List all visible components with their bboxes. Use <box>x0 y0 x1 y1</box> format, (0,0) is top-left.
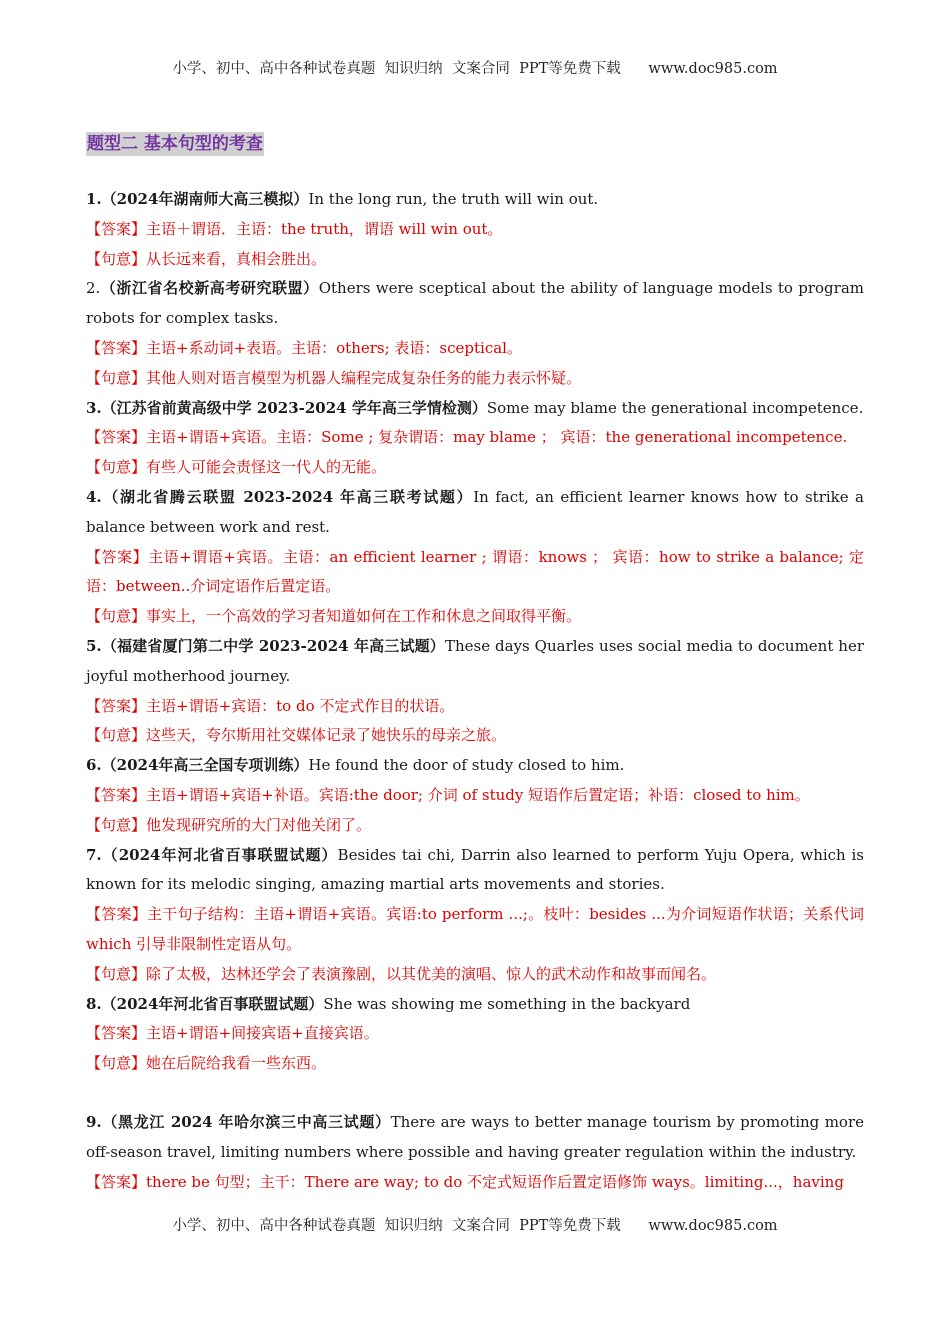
section-title: 题型二 基本句型的考查 <box>87 134 263 154</box>
question-5 <box>86 632 864 692</box>
answer-6: 【答案】主语+谓语+宾语+补语。宾语:the door; 介词 of study 短语作后置定语；补语：closed to him。 <box>86 785 810 804</box>
question-4 <box>86 483 864 543</box>
question-source: （福建省厦门第二中学 2023-2024 年高三试题） <box>101 636 445 655</box>
question-2 <box>86 274 864 334</box>
meaning-6: 【句意】他发现研究所的大门对他关闭了。 <box>86 815 372 834</box>
answer-8: 【答案】主语+谓语+间接宾语+直接宾语。 <box>86 1024 379 1043</box>
question-sentence: There are ways to better manage tourism by promoting more off-season travel, limiting numbers where possible and having greater regulation within the industry. <box>86 1112 864 1161</box>
question-sentence: In fact, an efficient learner knows how to strike a balance between work and rest. <box>86 487 864 536</box>
question-number: 9. <box>86 1112 102 1131</box>
answer-1: 【答案】主语＋谓语．主语：the truth，谓语 will win out。 <box>86 219 503 238</box>
question-source: （黑龙江 2024 年哈尔滨三中高三试题） <box>101 1112 391 1131</box>
question-9 <box>86 1108 864 1168</box>
question-sentence: Some may blame the generational incompetence. <box>486 398 864 417</box>
question-source: （2024年湖南师大高三模拟） <box>101 190 309 208</box>
question-source: （湖北省腾云联盟 2023-2024 年高三联考试题） <box>101 487 474 506</box>
question-sentence: She was showing me something in the backyard <box>323 994 691 1013</box>
page-footer: 小学、初中、高中各种试卷真题 知识归纳 文案合同 PPT等免费下载 www.doc985.com <box>172 1218 778 1234</box>
question-source: （2024年高三全国专项训练） <box>101 756 309 775</box>
page-header: 小学、初中、高中各种试卷真题 知识归纳 文案合同 PPT等免费下载 www.doc985.com <box>172 61 778 77</box>
question-list <box>86 185 864 1197</box>
meaning-4: 【句意】事实上，一个高效的学习者知道如何在工作和休息之间取得平衡。 <box>86 607 582 626</box>
question-3 <box>86 394 864 424</box>
question-number: 8. <box>86 994 102 1013</box>
question-8 <box>86 990 864 1020</box>
answer-3: 【答案】主语+谓语+宾语。主语：Some ; 复杂谓语：may blame ； 宾语：the generational incompetence. <box>86 428 848 447</box>
meaning-3: 【句意】有些人可能会责怪这一代人的无能。 <box>86 458 387 477</box>
answer-2: 【答案】主语+系动词+表语。主语：others; 表语：sceptical。 <box>86 338 522 357</box>
question-number: 6. <box>86 756 102 775</box>
answer-5: 【答案】主语+谓语+宾语：to do 不定式作目的状语。 <box>86 696 455 715</box>
question-source: （浙江省名校新高考研究联盟） <box>100 279 319 298</box>
question-number: 4. <box>86 487 102 506</box>
question-sentence: These days Quarles uses social media to document her joyful motherhood journey. <box>86 636 864 685</box>
answer-9: 【答案】there be 句型；主干：There are way; to do 不定式短语作后置定语修饰 ways。limiting...，having <box>86 1172 844 1191</box>
question-number: 3. <box>86 398 102 417</box>
meaning-2: 【句意】其他人则对语言模型为机器人编程完成复杂任务的能力表示怀疑。 <box>86 368 582 387</box>
meaning-8: 【句意】她在后院给我看一些东西。 <box>86 1054 327 1073</box>
question-sentence: Others were sceptical about the ability of language models to program robots for complex tasks. <box>86 279 864 328</box>
question-1 <box>86 185 864 215</box>
answer-7: 【答案】主干句子结构：主语+谓语+宾语。宾语:to perform ...;。枝叶：besides ...为介词短语作状语；关系代词 which 引导非限制性定语从句。 <box>86 905 864 953</box>
question-number: 7. <box>86 845 102 864</box>
question-number: 1. <box>86 190 102 208</box>
meaning-5: 【句意】这些天，夸尔斯用社交媒体记录了她快乐的母亲之旅。 <box>86 726 507 745</box>
meaning-1: 【句意】从长远来看，真相会胜出。 <box>86 249 327 268</box>
question-source: （2024年河北省百事联盟试题） <box>101 994 324 1013</box>
question-7 <box>86 841 864 901</box>
question-source: （江苏省前黄高级中学 2023-2024 学年高三学情检测） <box>101 398 487 417</box>
question-sentence: Besides tai chi, Darrin also learned to perform Yuju Opera, which is known for its melodic singing, amazing martial arts movements and stories. <box>86 845 864 894</box>
question-sentence: In the long run, the truth will win out. <box>308 190 599 208</box>
spacer <box>86 1079 864 1108</box>
question-6 <box>86 751 864 781</box>
meaning-7: 【句意】除了太极，达林还学会了表演豫剧，以其优美的演唱、惊人的武术动作和故事而闻名。 <box>86 964 717 983</box>
answer-4: 【答案】主语+谓语+宾语。主语：an efficient learner ; 谓语：knows ； 宾语：how to strike a balance; 定语：between..介词定语作后置定语。 <box>86 547 864 596</box>
question-number: 2. <box>86 279 101 298</box>
question-number: 5. <box>86 636 102 655</box>
question-sentence: He found the door of study closed to him. <box>308 756 625 775</box>
question-source: （2024年河北省百事联盟试题） <box>101 845 338 864</box>
